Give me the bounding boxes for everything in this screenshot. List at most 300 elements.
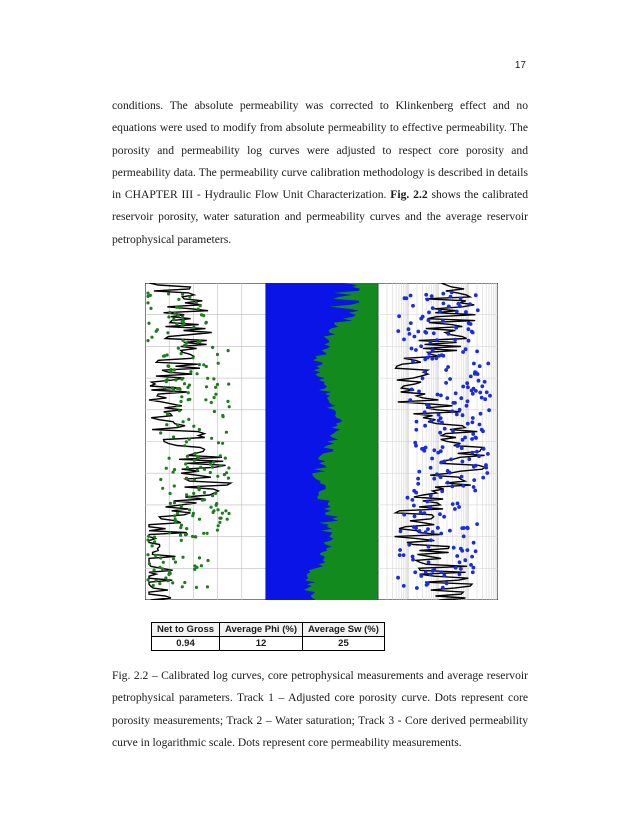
permeability-dot (465, 404, 469, 408)
permeability-dot (473, 489, 477, 493)
permeability-dot (484, 466, 488, 470)
permeability-dot (450, 409, 454, 413)
porosity-dot (196, 455, 199, 458)
permeability-dot (449, 295, 453, 299)
porosity-dot (211, 466, 214, 469)
porosity-dot (178, 306, 181, 309)
permeability-dot (440, 353, 444, 357)
porosity-dot (193, 478, 196, 481)
porosity-dot (206, 377, 209, 380)
page-number: 17 (514, 60, 526, 71)
porosity-dot (196, 469, 199, 472)
porosity-dot (202, 532, 205, 535)
permeability-dot (436, 526, 440, 530)
permeability-dot (426, 356, 430, 360)
porosity-dot (165, 467, 168, 470)
permeability-dot (432, 448, 436, 452)
permeability-dot (425, 500, 429, 504)
porosity-dot (212, 461, 215, 464)
porosity-dot (217, 362, 220, 365)
porosity-dot (181, 339, 184, 342)
permeability-dot (402, 338, 406, 342)
porosity-dot (188, 495, 191, 498)
porosity-dot (172, 318, 175, 321)
permeability-dot (454, 566, 458, 570)
porosity-dot (167, 315, 170, 318)
porosity-dot (147, 322, 150, 325)
permeability-dot (451, 401, 455, 405)
porosity-dot (181, 585, 184, 588)
permeability-dot (449, 458, 453, 462)
porosity-dot (212, 509, 215, 512)
permeability-dot (471, 416, 475, 420)
porosity-dot (198, 518, 201, 521)
permeability-dot (454, 391, 458, 395)
porosity-dot (183, 581, 186, 584)
permeability-dot (448, 377, 452, 381)
permeability-dot (423, 330, 427, 334)
permeability-dot (486, 362, 490, 366)
porosity-dot (173, 312, 176, 315)
permeability-dot (466, 548, 470, 552)
porosity-dot (179, 534, 182, 537)
permeability-dot (483, 397, 487, 401)
porosity-dot (178, 409, 181, 412)
permeability-dot (410, 388, 414, 392)
permeability-dot (424, 570, 428, 574)
porosity-dot (199, 466, 202, 469)
porosity-dot (226, 518, 229, 521)
permeability-dot (399, 529, 403, 533)
porosity-dot (150, 336, 153, 339)
porosity-dot (225, 471, 228, 474)
porosity-dot (172, 389, 175, 392)
permeability-dot (415, 586, 419, 590)
permeability-dot (455, 413, 459, 417)
porosity-dot (167, 573, 170, 576)
permeability-dot (446, 365, 450, 369)
permeability-dot (398, 548, 402, 552)
permeability-dot (439, 532, 443, 536)
permeability-dot (458, 408, 462, 412)
porosity-dot (203, 491, 206, 494)
permeability-dot (456, 444, 460, 448)
paragraph-text-continued: shows the calibrated reservoir porosity, water saturation and permeability curves and the average reservoir petrophysical parameters. (112, 188, 528, 246)
porosity-dot (183, 444, 186, 447)
porosity-dot (166, 353, 169, 356)
permeability-dot (418, 529, 422, 533)
porosity-dot (146, 292, 149, 295)
permeability-dot (402, 513, 406, 517)
permeability-dot (455, 310, 459, 314)
permeability-dot (402, 584, 406, 588)
porosity-dot (146, 578, 149, 581)
permeability-dot (440, 570, 444, 574)
porosity-dot (171, 581, 174, 584)
permeability-dot (471, 420, 475, 424)
permeability-dot (459, 567, 463, 571)
porosity-dot (146, 301, 149, 304)
porosity-dot (214, 393, 217, 396)
porosity-dot (198, 428, 201, 431)
permeability-dot (452, 546, 456, 550)
porosity-dot (210, 401, 213, 404)
porosity-dot (206, 532, 209, 535)
permeability-dot (470, 555, 474, 559)
porosity-dot (187, 391, 190, 394)
permeability-dot (419, 344, 423, 348)
permeability-dot (430, 457, 434, 461)
permeability-dot (450, 291, 454, 295)
value-net-to-gross: 0.94 (152, 637, 220, 651)
permeability-dot (440, 421, 444, 425)
porosity-dot (182, 420, 185, 423)
permeability-dot (446, 469, 450, 473)
porosity-dot (176, 424, 179, 427)
porosity-dot (185, 493, 188, 496)
permeability-dot (441, 445, 445, 449)
porosity-dot (154, 554, 157, 557)
permeability-dot (396, 576, 400, 580)
porosity-dot (146, 339, 149, 342)
permeability-dot (429, 341, 433, 345)
permeability-dot (438, 431, 442, 435)
porosity-dot (197, 485, 200, 488)
porosity-dot (206, 585, 209, 588)
permeability-dot (467, 457, 471, 461)
porosity-dot (168, 311, 171, 314)
permeability-dot (421, 376, 425, 380)
porosity-dot (180, 378, 183, 381)
permeability-dot (429, 466, 433, 470)
paragraph-text: conditions. The absolute permeability was corrected to Klinkenberg effect and no equations were used to modify from absolute permeability to effective permeability. The porosity and permeability log curves were adjusted to respect core porosity and permeability data. The permeability curve calibration methodology is described in details in CHAPTER III - Hydraulic Flow Unit Characterization. (112, 99, 528, 202)
porosity-dot (187, 398, 190, 401)
permeability-dot (436, 393, 440, 397)
permeability-dot (471, 451, 475, 455)
permeability-dot (409, 294, 413, 298)
permeability-dot (437, 419, 441, 423)
permeability-dot (432, 331, 436, 335)
porosity-dot (211, 494, 214, 497)
permeability-dot (412, 489, 416, 493)
porosity-dot (185, 440, 188, 443)
porosity-dot (174, 520, 177, 523)
porosity-dot (222, 415, 225, 418)
porosity-dot (219, 464, 222, 467)
permeability-dot (466, 526, 470, 530)
permeability-dot (428, 506, 432, 510)
porosity-dot (172, 557, 175, 560)
permeability-dot (423, 424, 427, 428)
permeability-dot (447, 305, 451, 309)
porosity-dot (169, 502, 172, 505)
permeability-dot (474, 549, 478, 553)
permeability-dot (461, 438, 465, 442)
permeability-dot (472, 541, 476, 545)
permeability-dot (437, 413, 441, 417)
porosity-dot (209, 463, 212, 466)
porosity-dot (227, 383, 230, 386)
porosity-dot (201, 499, 204, 502)
porosity-dot (153, 536, 156, 539)
porosity-dot (158, 566, 161, 569)
permeability-dot (427, 352, 431, 356)
porosity-dot (205, 321, 208, 324)
porosity-dot (189, 370, 192, 373)
porosity-dot (206, 559, 209, 562)
permeability-dot (407, 327, 411, 331)
porosity-dot (147, 535, 150, 538)
permeability-dot (467, 327, 471, 331)
permeability-dot (459, 396, 463, 400)
permeability-dot (479, 412, 483, 416)
permeability-dot (483, 380, 487, 384)
porosity-dot (198, 363, 201, 366)
permeability-dot (476, 372, 480, 376)
permeability-dot (407, 543, 411, 547)
porosity-dot (161, 487, 164, 490)
porosity-dot (163, 386, 166, 389)
permeability-dot (430, 294, 434, 298)
porosity-dot (196, 372, 199, 375)
porosity-dot (224, 509, 227, 512)
permeability-dot (427, 318, 431, 322)
permeability-dot (415, 420, 419, 424)
permeability-dot (427, 545, 431, 549)
header-average-phi: Average Phi (%) (220, 623, 303, 637)
porosity-dot (159, 556, 162, 559)
porosity-dot (216, 529, 219, 532)
porosity-dot (213, 410, 216, 413)
porosity-dot (164, 576, 167, 579)
porosity-dot (227, 466, 230, 469)
value-average-phi: 12 (220, 637, 303, 651)
porosity-dot (177, 314, 180, 317)
permeability-dot (396, 329, 400, 333)
porosity-dot (164, 379, 167, 382)
permeability-dot (432, 568, 436, 572)
permeability-dot (485, 471, 489, 475)
permeability-dot (416, 482, 420, 486)
porosity-dot (151, 544, 154, 547)
porosity-dot (224, 457, 227, 460)
porosity-dot (165, 423, 168, 426)
porosity-dot (155, 579, 158, 582)
permeability-dot (461, 413, 465, 417)
porosity-dot (159, 478, 162, 481)
porosity-dot (216, 475, 219, 478)
permeability-dot (411, 558, 415, 562)
porosity-dot (204, 398, 207, 401)
permeability-dot (434, 356, 438, 360)
porosity-dot (183, 382, 186, 385)
permeability-dot (467, 339, 471, 343)
permeability-dot (439, 461, 443, 465)
permeability-dot (424, 530, 428, 534)
porosity-dot (181, 293, 184, 296)
permeability-dot (439, 475, 443, 479)
porosity-dot (181, 316, 184, 319)
permeability-dot (460, 475, 464, 479)
permeability-dot (478, 364, 482, 368)
permeability-dot (422, 449, 426, 453)
permeability-dot (478, 423, 482, 427)
permeability-dot (416, 330, 420, 334)
porosity-dot (185, 477, 188, 480)
permeability-dot (462, 526, 466, 530)
permeability-dot (477, 379, 481, 383)
permeability-dot (458, 573, 462, 577)
porosity-dot (173, 501, 176, 504)
porosity-dot (214, 492, 217, 495)
porosity-dot (180, 524, 183, 527)
permeability-dot (429, 538, 433, 542)
permeability-dot (421, 315, 425, 319)
porosity-dot (195, 301, 198, 304)
permeability-dot (481, 476, 485, 480)
porosity-dot (210, 506, 213, 509)
permeability-dot (429, 494, 433, 498)
permeability-dot (472, 362, 476, 366)
porosity-dot (221, 442, 224, 445)
body-paragraph (112, 95, 528, 251)
permeability-dot (466, 399, 470, 403)
permeability-dot (413, 570, 417, 574)
permeability-dot (466, 385, 470, 389)
permeability-dot (453, 338, 457, 342)
porosity-dot (173, 514, 176, 517)
porosity-dot (216, 508, 219, 511)
porosity-dot (184, 462, 187, 465)
permeability-dot (398, 553, 402, 557)
permeability-dot (470, 437, 474, 441)
porosity-dot (205, 385, 208, 388)
permeability-dot (416, 477, 420, 481)
permeability-dot (438, 512, 442, 516)
porosity-dot (152, 584, 155, 587)
porosity-dot (172, 471, 175, 474)
porosity-dot (146, 538, 149, 541)
porosity-dot (199, 304, 202, 307)
permeability-dot (458, 304, 462, 308)
porosity-dot (172, 435, 175, 438)
permeability-dot (430, 357, 434, 361)
permeability-dot (460, 446, 464, 450)
permeability-dot (450, 485, 454, 489)
petrophysical-summary-table (151, 622, 385, 651)
permeability-dot (440, 489, 444, 493)
permeability-dot (482, 447, 486, 451)
porosity-dot (180, 352, 183, 355)
porosity-dot (191, 356, 194, 359)
porosity-dot (198, 488, 201, 491)
porosity-dot (209, 471, 212, 474)
permeability-dot (431, 306, 435, 310)
porosity-dot (159, 431, 162, 434)
porosity-dot (186, 455, 189, 458)
porosity-dot (174, 561, 177, 564)
porosity-dot (166, 331, 169, 334)
permeability-dot (425, 583, 429, 587)
permeability-dot (468, 302, 472, 306)
permeability-dot (461, 460, 465, 464)
permeability-dot (447, 332, 451, 336)
porosity-dot (153, 569, 156, 572)
permeability-dot (475, 350, 479, 354)
permeability-dot (414, 428, 418, 432)
table-header-row (152, 623, 385, 637)
porosity-dot (180, 505, 183, 508)
permeability-dot (408, 398, 412, 402)
permeability-dot (409, 321, 413, 325)
permeability-dot (472, 465, 476, 469)
permeability-dot (459, 297, 463, 301)
porosity-dot (225, 431, 228, 434)
porosity-dot (169, 492, 172, 495)
permeability-dot (423, 370, 427, 374)
porosity-dot (177, 347, 180, 350)
porosity-dot (203, 468, 206, 471)
porosity-dot (188, 508, 191, 511)
permeability-dot (427, 311, 431, 315)
porosity-dot (173, 484, 176, 487)
porosity-dot (174, 378, 177, 381)
permeability-dot (438, 309, 442, 313)
permeability-dot (423, 410, 427, 414)
permeability-dot (459, 547, 463, 551)
permeability-dot (427, 561, 431, 565)
porosity-dot (176, 512, 179, 515)
permeability-dot (485, 390, 489, 394)
porosity-dot (200, 564, 203, 567)
permeability-dot (441, 586, 445, 590)
permeability-dot (471, 331, 475, 335)
porosity-dot (158, 582, 161, 585)
permeability-dot (430, 419, 434, 423)
permeability-dot (476, 308, 480, 312)
porosity-dot (202, 363, 205, 366)
porosity-dot (197, 308, 200, 311)
permeability-dot (417, 390, 421, 394)
permeability-dot (439, 449, 443, 453)
permeability-dot (475, 450, 479, 454)
porosity-dot (194, 535, 197, 538)
porosity-dot (195, 586, 198, 589)
permeability-dot (439, 394, 443, 398)
permeability-dot (463, 558, 467, 562)
porosity-dot (173, 368, 176, 371)
permeability-dot (466, 422, 470, 426)
porosity-dot (188, 438, 191, 441)
permeability-dot (480, 384, 484, 388)
permeability-dot (454, 326, 458, 330)
porosity-dot (168, 531, 171, 534)
porosity-dot (192, 512, 195, 515)
porosity-dot (218, 517, 221, 520)
value-average-sw: 25 (303, 637, 385, 651)
permeability-dot (432, 477, 436, 481)
permeability-dot (486, 452, 490, 456)
porosity-dot (180, 395, 183, 398)
porosity-dot (191, 535, 194, 538)
well-log-figure (145, 283, 498, 600)
porosity-dot (180, 539, 183, 542)
permeability-dot (469, 375, 473, 379)
figure-reference: Fig. 2.2 (390, 188, 428, 202)
porosity-dot (181, 324, 184, 327)
permeability-dot (477, 454, 481, 458)
permeability-dot (435, 472, 439, 476)
